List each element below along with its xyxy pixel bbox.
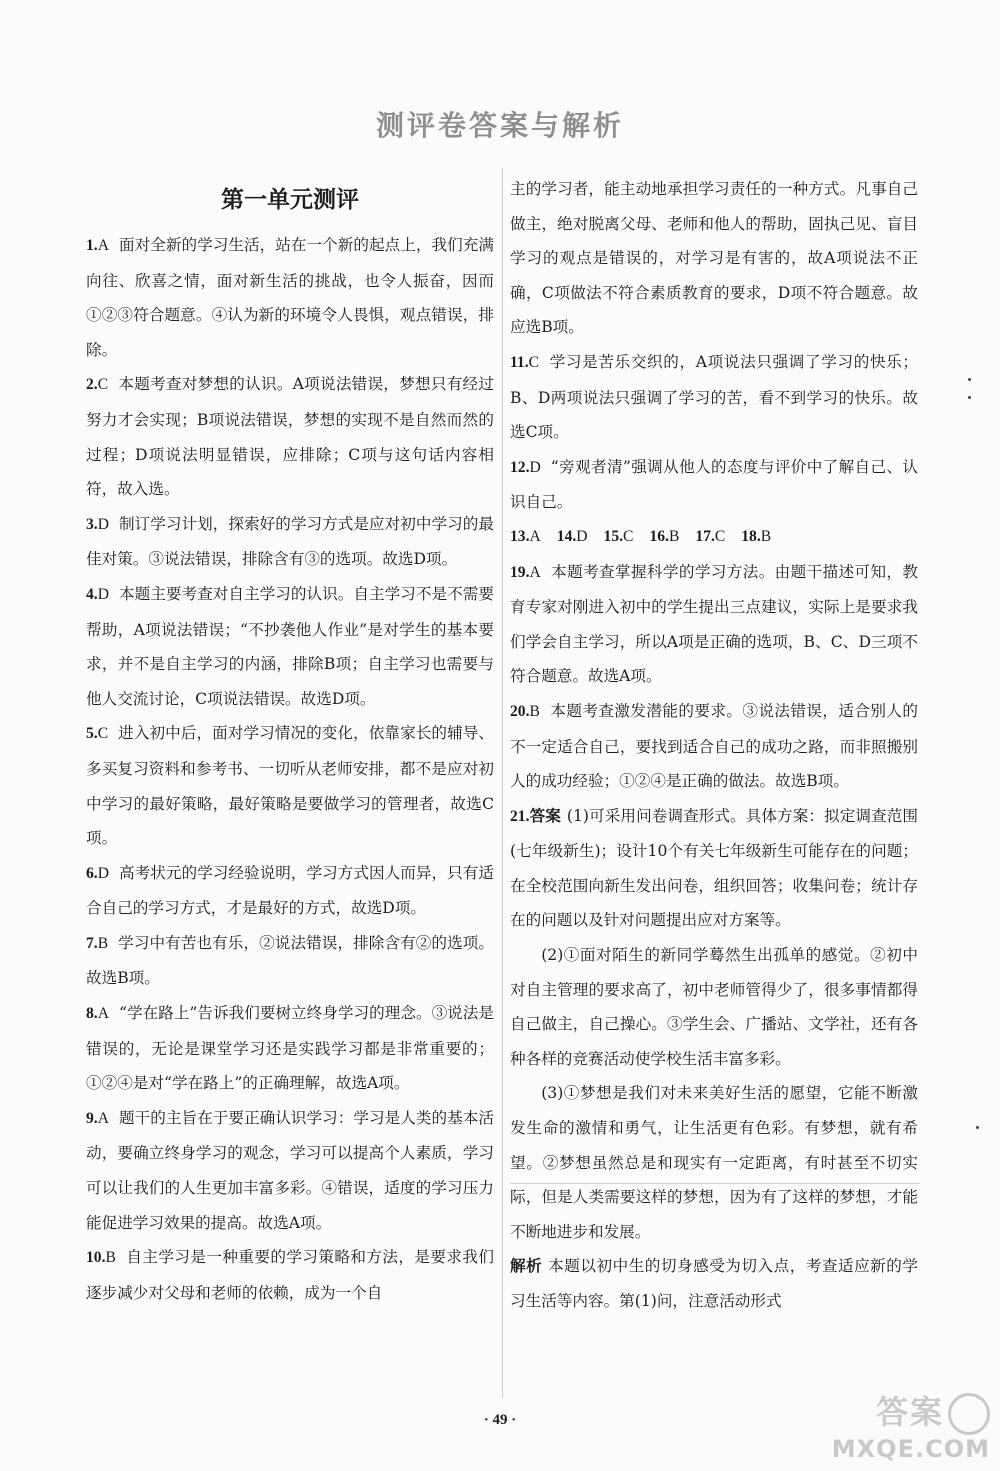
entry-explanation: 本题考查激发潜能的要求。③说法错误，适合别人的不一定适合自己，要找到适合自己的成功之路，而非照搬别人的成功经验；①②④是正确的做法。故选B项。 — [510, 701, 918, 791]
analysis — [510, 1249, 918, 1318]
entry-answer: A — [97, 237, 109, 254]
entry-answer: B — [529, 702, 540, 720]
entry-answer: A — [97, 1005, 109, 1023]
answer-entry — [86, 996, 494, 1101]
answer-entry — [510, 345, 918, 450]
entry-explanation: “旁观者清”强调从他人的态度与评价中了解自己、认识自己。 — [510, 457, 918, 512]
entry-answer: D — [97, 864, 109, 882]
entry-answer: D — [97, 515, 109, 533]
analysis-text: 本题以初中生的切身感受为切入点，考查适应新的学习生活等内容。第(1)问，注意活动形式 — [510, 1257, 918, 1310]
entry-number: 9. — [86, 1109, 98, 1127]
left-answer-list — [86, 228, 494, 1310]
entry-number: 4. — [86, 585, 98, 603]
short-answer — [741, 528, 771, 545]
analysis-label: 解析 — [510, 1256, 543, 1276]
entry-number: 2. — [86, 376, 98, 394]
entry-explanation: 学习是苦乐交织的，A项说法只强调了学习的快乐；B、D两项说法只强调了学习的苦，看不到学习的快乐。故选C项。 — [510, 352, 918, 442]
entry-number: 8. — [86, 1005, 98, 1023]
entry-number: 6. — [86, 864, 98, 882]
answer-entry — [86, 926, 494, 996]
entry-number: 21. — [510, 807, 530, 825]
entry-number: 14. — [556, 527, 577, 545]
answer-entry — [86, 856, 494, 926]
entry-explanation: 本题考查掌握科学的学习方法。由题干描述可知，教育专家对刚进入初中的学生提出三点建议，实际上是要求我们学会自主学习，所以A项是正确的选项，B、C、D三项不符合题意。故选A项。 — [510, 562, 918, 686]
entry-number: 13. — [510, 527, 530, 545]
entry-number: 17. — [695, 527, 715, 545]
entry-explanation: “学在路上”告诉我们要树立终身学习的理念。③说法是错误的，无论是课堂学习还是实践学习都是非常重要的；①②④是对“学在路上”的正确理解，故选A项。 — [86, 1004, 494, 1093]
entry-number: 12. — [510, 458, 530, 476]
answer-entry — [86, 1240, 494, 1310]
entry-number: 20. — [510, 702, 530, 720]
entry-answer: B — [105, 1249, 116, 1267]
watermark — [832, 1387, 990, 1463]
entry-number: 19. — [510, 563, 530, 581]
entry-answer: C — [623, 527, 634, 545]
short-answer — [604, 528, 634, 545]
short-answer — [510, 528, 541, 545]
short-answer — [695, 528, 725, 545]
right-answer-list-b — [510, 555, 918, 799]
entry-answer: C — [714, 527, 726, 545]
answer-entry — [86, 716, 494, 855]
entry-explanation: 题干的主旨在于要正确认识学习：学习是人类的基本活动，要确立终身学习的观念，学习可以提高个人素质，学习可以让我们的人生更加丰富多彩。④错误，适度的学习压力能促进学习效果的提高。故选A项。 — [86, 1108, 494, 1232]
entry-answer: C — [97, 376, 109, 394]
entry-number: 10. — [86, 1249, 106, 1267]
entry-number: 18. — [741, 527, 761, 545]
entry-answer: B — [668, 527, 680, 545]
entry-number: 5. — [86, 725, 98, 743]
answer-entry — [510, 694, 918, 799]
answer-entry — [86, 1101, 494, 1240]
short-answer — [649, 528, 679, 545]
entry-explanation: 进入初中后，面对学习情况的变化，依靠家长的辅导、多买复习资料和参考书、一切听从老师安排，都不是应对初中学习的最好策略，最好策略是要做学习的管理者，故选C项。 — [86, 724, 494, 848]
entry-explanation: 自主学习是一种重要的学习策略和方法，是要求我们逐步减少对父母和老师的依赖，成为一个自 — [86, 1248, 494, 1302]
entry-explanation: 面对全新的学习生活，站在一个新的起点上，我们充满向往、欣喜之情，面对新生活的挑战，也令人振奋，因而①②③符合题意。④认为新的环境令人畏惧，观点错误，排除。 — [86, 236, 494, 359]
entry-explanation: 高考状元的学习经验说明，学习方式因人而异，只有适合自己的学习方式，才是最好的方式，故选D项。 — [86, 863, 494, 918]
right-answer-list-a — [510, 345, 918, 520]
entry-explanation: 本题主要考查对自主学习的认识。自主学习不是不需要帮助，A项说法错误；“不抄袭他人作业”是对学生的基本要求，并不是自主学习的内涵，排除B项；自主学习也需要与他人交流讨论，C项说法错误。故选D项。 — [86, 584, 494, 708]
entry-explanation: 学习中有苦也有乐，②说法错误，排除含有②的选项。故选B项。 — [86, 933, 494, 988]
entry-answer: A — [529, 527, 541, 545]
entry-explanation: 制订学习计划，探索好的学习方式是应对初中学习的最佳对策。③说法错误，排除含有③的选项。故选D项。 — [86, 514, 494, 569]
unit-title: 第一单元测评 — [221, 186, 359, 213]
scan-speck — [968, 396, 971, 399]
entry-answer: D — [576, 527, 588, 545]
entry-answer: D — [529, 458, 541, 476]
scan-speck — [976, 1126, 979, 1129]
continuation-text: 主的学习者，能主动地承担学习责任的一种方式。凡事自己做主，绝对脱离父母、老师和他人的帮助，固执己见、盲目学习的观点是错误的，对学习是有害的，故A项说法不正确，C项做法不符合素质教育的要求，D项不符合题意。故应选B项。 — [510, 180, 918, 337]
entry-number: 11. — [510, 353, 529, 371]
watermark-circle-icon — [948, 1393, 990, 1435]
scan-line — [510, 1183, 920, 1184]
q21-part1: (1)可采用问卷调查形式。具体方案：拟定调查范围(七年级新生)；设计10个有关七年级新生可能存在的问题；在全校范围向新生发出问卷，组织回答；收集问卷；统计存在的问题以及针对问题提出应对方案等。 — [510, 806, 918, 930]
left-column — [86, 172, 494, 1310]
page-number: · 49 · — [483, 1412, 517, 1428]
entry-answer: A — [529, 563, 541, 581]
answer-entry — [86, 577, 494, 716]
entry-number: 1. — [86, 237, 98, 254]
entry-number: 16. — [649, 527, 669, 545]
q21-part3: (3)①梦想是我们对未来美好生活的愿望，它能不断激发生命的激情和勇气，让生活更有色彩。有梦想，就有希望。②梦想虽然总是和现实有一定距离，有时甚至不切实际，但是人类需要这样的梦想，因为有了这样的梦想，才能不断地进步和发展。 — [510, 1084, 918, 1241]
entry-answer: B — [760, 527, 772, 545]
answer-entry — [86, 228, 494, 367]
short-answer — [557, 528, 588, 545]
q21-part2: (2)①面对陌生的新同学蓦然生出孤单的感觉。②初中对自主管理的要求高了，初中老师管得少了，很多事情都得自己做主，自己操心。③学生会、广播站、文学社，还有各种各样的竞赛活动使学校生活丰富多彩。 — [510, 946, 918, 1068]
entry-answer: A — [97, 1109, 109, 1127]
short-answer-row — [510, 520, 918, 555]
entry-explanation: 本题考查对梦想的认识。A项说法错误，梦想只有经过努力才会实现；B项说法错误，梦想的实现不是自然而然的过程；D项说法明显错误，应排除；C项与这句话内容相符，故入选。 — [86, 375, 494, 499]
column-divider — [502, 168, 503, 1398]
answer-entry — [86, 367, 494, 506]
entry-answer: C — [528, 353, 540, 371]
watermark-logo-text: 答案 — [875, 1393, 944, 1431]
entry-number: 7. — [86, 934, 98, 952]
answer-entry — [510, 450, 918, 520]
scan-speck — [968, 378, 971, 381]
answer-entry — [510, 555, 918, 694]
answer-entry — [86, 507, 494, 577]
entry-number: 15. — [603, 527, 624, 545]
entry-answer: B — [97, 934, 109, 952]
entry-answer: D — [97, 585, 109, 603]
answer-label: 答案 — [529, 805, 561, 825]
question-21 — [510, 799, 918, 938]
page-title: 测评卷答案与解析 — [375, 109, 624, 142]
entry-answer: C — [97, 725, 109, 743]
watermark-url: MXQE.COM — [831, 1435, 990, 1463]
right-column — [510, 172, 918, 1319]
entry-number: 3. — [86, 515, 98, 533]
